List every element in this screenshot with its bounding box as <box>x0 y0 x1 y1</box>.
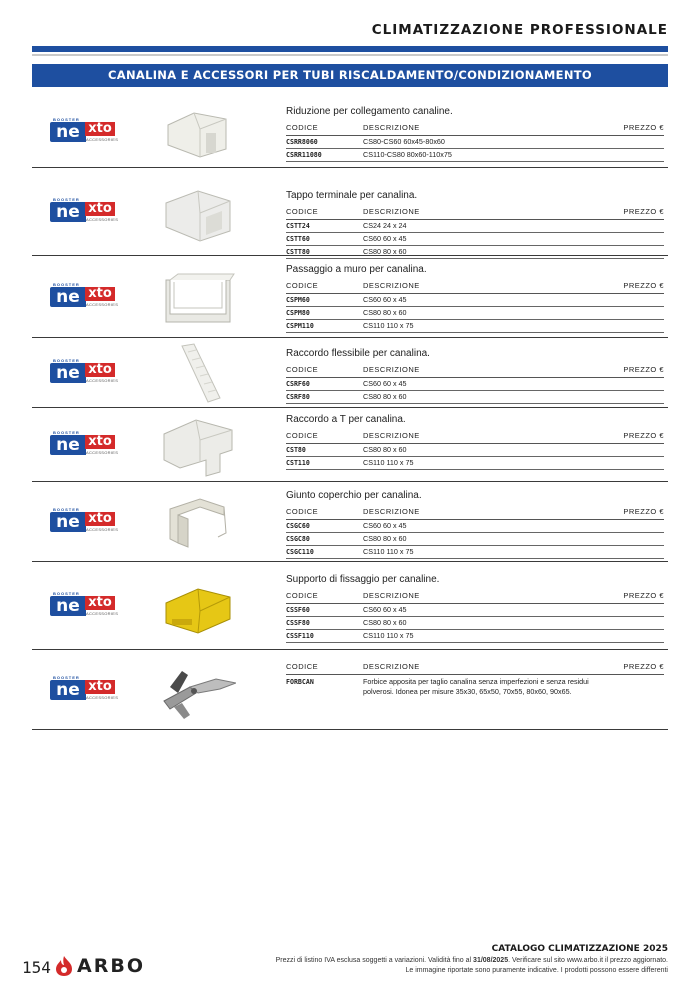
product-code: CSRR8060 <box>286 138 318 146</box>
product-code: CSTT60 <box>286 235 310 243</box>
product-description: CS60 60 x 45 <box>363 379 407 388</box>
product-image <box>160 412 236 478</box>
table-row <box>286 233 664 246</box>
product-code: CSSF60 <box>286 606 310 614</box>
nexto-logo: BOOSTER ne xto ACCESSORIES <box>50 120 116 144</box>
product-entry <box>32 256 668 338</box>
footer-price-note: Prezzi di listino IVA esclusa soggetti a variazioni. Validità fino al 31/08/2025. Verificare sul sito www.arbo.it il prezzo aggiornato. <box>275 957 668 964</box>
nexto-logo: BOOSTER ne xto ACCESSORIES <box>50 678 116 702</box>
product-code: CSPM110 <box>286 322 314 330</box>
product-title: Raccordo a T per canalina. <box>286 414 406 425</box>
footer-notes <box>276 944 668 976</box>
product-code: CSTT80 <box>286 248 310 256</box>
cover-joint-image <box>160 489 236 555</box>
shears-image <box>160 657 236 723</box>
flame-icon <box>54 955 74 977</box>
product-description: CS80 80 x 60 <box>363 392 407 401</box>
product-description: CS80 80 x 60 <box>363 308 407 317</box>
footer-image-note: Le immagine riportate sono puramente indicative. I prodotti possono essere differenti <box>405 967 668 974</box>
product-title: Giunto coperchio per canalina. <box>286 490 422 501</box>
table-row <box>286 630 664 643</box>
product-image <box>160 573 236 639</box>
product-title: Passaggio a muro per canalina. <box>286 264 427 275</box>
product-code: CSGC60 <box>286 522 310 530</box>
product-code: CSRF80 <box>286 393 310 401</box>
col-description: DESCRIZIONE <box>363 662 420 671</box>
col-price: PREZZO € <box>623 123 664 132</box>
product-description: CS60 60 x 45 <box>363 295 407 304</box>
product-code: CSGC110 <box>286 548 314 556</box>
table-row <box>286 546 664 559</box>
product-code: CSPM60 <box>286 296 310 304</box>
col-code: CODICE <box>286 662 319 671</box>
table-row <box>286 391 664 404</box>
product-image <box>160 99 236 165</box>
product-info <box>286 264 664 333</box>
table-row <box>286 617 664 630</box>
product-code: CSGC80 <box>286 535 310 543</box>
col-price: PREZZO € <box>623 431 664 440</box>
logo-name: ARBO <box>77 955 145 977</box>
category-heading: CLIMATIZZAZIONE PROFESSIONALE <box>371 22 668 38</box>
product-description: CS24 24 x 24 <box>363 221 407 230</box>
product-code: CSRR11080 <box>286 151 322 159</box>
col-code: CODICE <box>286 431 319 440</box>
table-header <box>286 121 664 136</box>
col-price: PREZZO € <box>623 207 664 216</box>
table-row <box>286 149 664 162</box>
product-image <box>160 179 236 245</box>
nexto-logo: BOOSTER ne xto ACCESSORIES <box>50 200 116 224</box>
product-info <box>286 660 664 701</box>
product-image <box>160 340 236 406</box>
product-entry <box>32 168 668 256</box>
table-row <box>286 136 664 149</box>
fixing-support-image <box>160 573 236 639</box>
header-subrule <box>32 54 668 56</box>
table-header <box>286 505 664 520</box>
product-code: FORBCAN <box>286 678 314 686</box>
product-image <box>160 264 236 330</box>
product-code: CSRF60 <box>286 380 310 388</box>
product-code: CST110 <box>286 459 310 467</box>
product-description: CS110 110 x 75 <box>363 547 414 556</box>
header-rule <box>32 46 668 52</box>
table-header <box>286 279 664 294</box>
table-row <box>286 220 664 233</box>
wall-pass-image <box>160 264 236 330</box>
section-title: CANALINA E ACCESSORI PER TUBI RISCALDAMENTO/CONDIZIONAMENTO <box>32 64 668 87</box>
product-code: CSPM80 <box>286 309 310 317</box>
col-price: PREZZO € <box>623 507 664 516</box>
product-title: Riduzione per collegamento canaline. <box>286 106 453 117</box>
product-code: CSTT24 <box>286 222 310 230</box>
product-description: CS80 80 x 60 <box>363 534 407 543</box>
product-title: Raccordo flessibile per canalina. <box>286 348 430 359</box>
table-header <box>286 660 664 675</box>
table-row <box>286 533 664 546</box>
nexto-logo: BOOSTER ne xto ACCESSORIES <box>50 510 116 534</box>
col-description: DESCRIZIONE <box>363 207 420 216</box>
product-info <box>286 106 664 162</box>
product-info <box>286 414 664 470</box>
table-row <box>286 294 664 307</box>
col-price: PREZZO € <box>623 281 664 290</box>
col-code: CODICE <box>286 507 319 516</box>
product-description: CS80 80 x 60 <box>363 618 407 627</box>
product-info <box>286 490 664 559</box>
col-description: DESCRIZIONE <box>363 431 420 440</box>
table-header <box>286 205 664 220</box>
table-row <box>286 520 664 533</box>
product-description: Forbice apposita per taglio canalina senza imperfezioni e senza residui polverosi. Idonea per misure 35x30, 65x50, 70x55, 80x60, 90x65. <box>363 677 589 696</box>
product-description: CS110 110 x 75 <box>363 321 414 330</box>
product-image <box>160 657 236 723</box>
product-entry <box>32 96 668 168</box>
col-code: CODICE <box>286 207 319 216</box>
product-description: CS60 60 x 45 <box>363 605 407 614</box>
product-description: CS110-CS80 80x60-110x75 <box>363 150 452 159</box>
table-row <box>286 604 664 617</box>
product-info <box>286 190 664 259</box>
col-price: PREZZO € <box>623 591 664 600</box>
catalog-title: CATALOGO CLIMATIZZAZIONE 2025 <box>491 944 668 954</box>
end-cap-image <box>160 179 236 245</box>
arbo-logo <box>54 955 145 977</box>
col-code: CODICE <box>286 281 319 290</box>
col-description: DESCRIZIONE <box>363 281 420 290</box>
product-info <box>286 348 664 404</box>
product-title: Tappo terminale per canalina. <box>286 190 418 201</box>
nexto-logo: BOOSTER ne xto ACCESSORIES <box>50 433 116 457</box>
table-row <box>286 307 664 320</box>
product-entry <box>32 338 668 408</box>
table-header <box>286 363 664 378</box>
nexto-logo: BOOSTER ne xto ACCESSORIES <box>50 361 116 385</box>
table-header <box>286 589 664 604</box>
product-description: CS80-CS60 60x45-80x60 <box>363 137 445 146</box>
flexible-joint-image <box>160 340 236 406</box>
product-entry <box>32 562 668 650</box>
product-code: CSSF80 <box>286 619 310 627</box>
product-description: CS60 60 x 45 <box>363 234 407 243</box>
product-entry <box>32 482 668 562</box>
product-code: CSSF110 <box>286 632 314 640</box>
col-code: CODICE <box>286 591 319 600</box>
table-row <box>286 320 664 333</box>
product-list <box>32 96 668 730</box>
col-code: CODICE <box>286 123 319 132</box>
t-joint-image <box>160 412 236 478</box>
table-row <box>286 444 664 457</box>
table-row <box>286 675 664 701</box>
product-image <box>160 489 236 555</box>
product-entry <box>32 408 668 482</box>
product-description: CS80 80 x 60 <box>363 247 407 256</box>
col-description: DESCRIZIONE <box>363 365 420 374</box>
col-description: DESCRIZIONE <box>363 123 420 132</box>
page-number: 154 <box>22 958 51 977</box>
product-code: CST80 <box>286 446 306 454</box>
col-description: DESCRIZIONE <box>363 591 420 600</box>
product-title: Supporto di fissaggio per canaline. <box>286 574 440 585</box>
col-code: CODICE <box>286 365 319 374</box>
col-price: PREZZO € <box>623 662 664 671</box>
table-row <box>286 457 664 470</box>
product-info <box>286 574 664 643</box>
product-description: CS60 60 x 45 <box>363 521 407 530</box>
table-header <box>286 429 664 444</box>
nexto-logo: BOOSTER ne xto ACCESSORIES <box>50 285 116 309</box>
table-row <box>286 378 664 391</box>
product-description: CS80 80 x 60 <box>363 445 407 454</box>
reducer-duct-image <box>160 99 236 165</box>
product-entry <box>32 650 668 730</box>
product-description: CS110 110 x 75 <box>363 458 414 467</box>
product-description: CS110 110 x 75 <box>363 631 414 640</box>
col-price: PREZZO € <box>623 365 664 374</box>
col-description: DESCRIZIONE <box>363 507 420 516</box>
nexto-logo: BOOSTER ne xto ACCESSORIES <box>50 594 116 618</box>
